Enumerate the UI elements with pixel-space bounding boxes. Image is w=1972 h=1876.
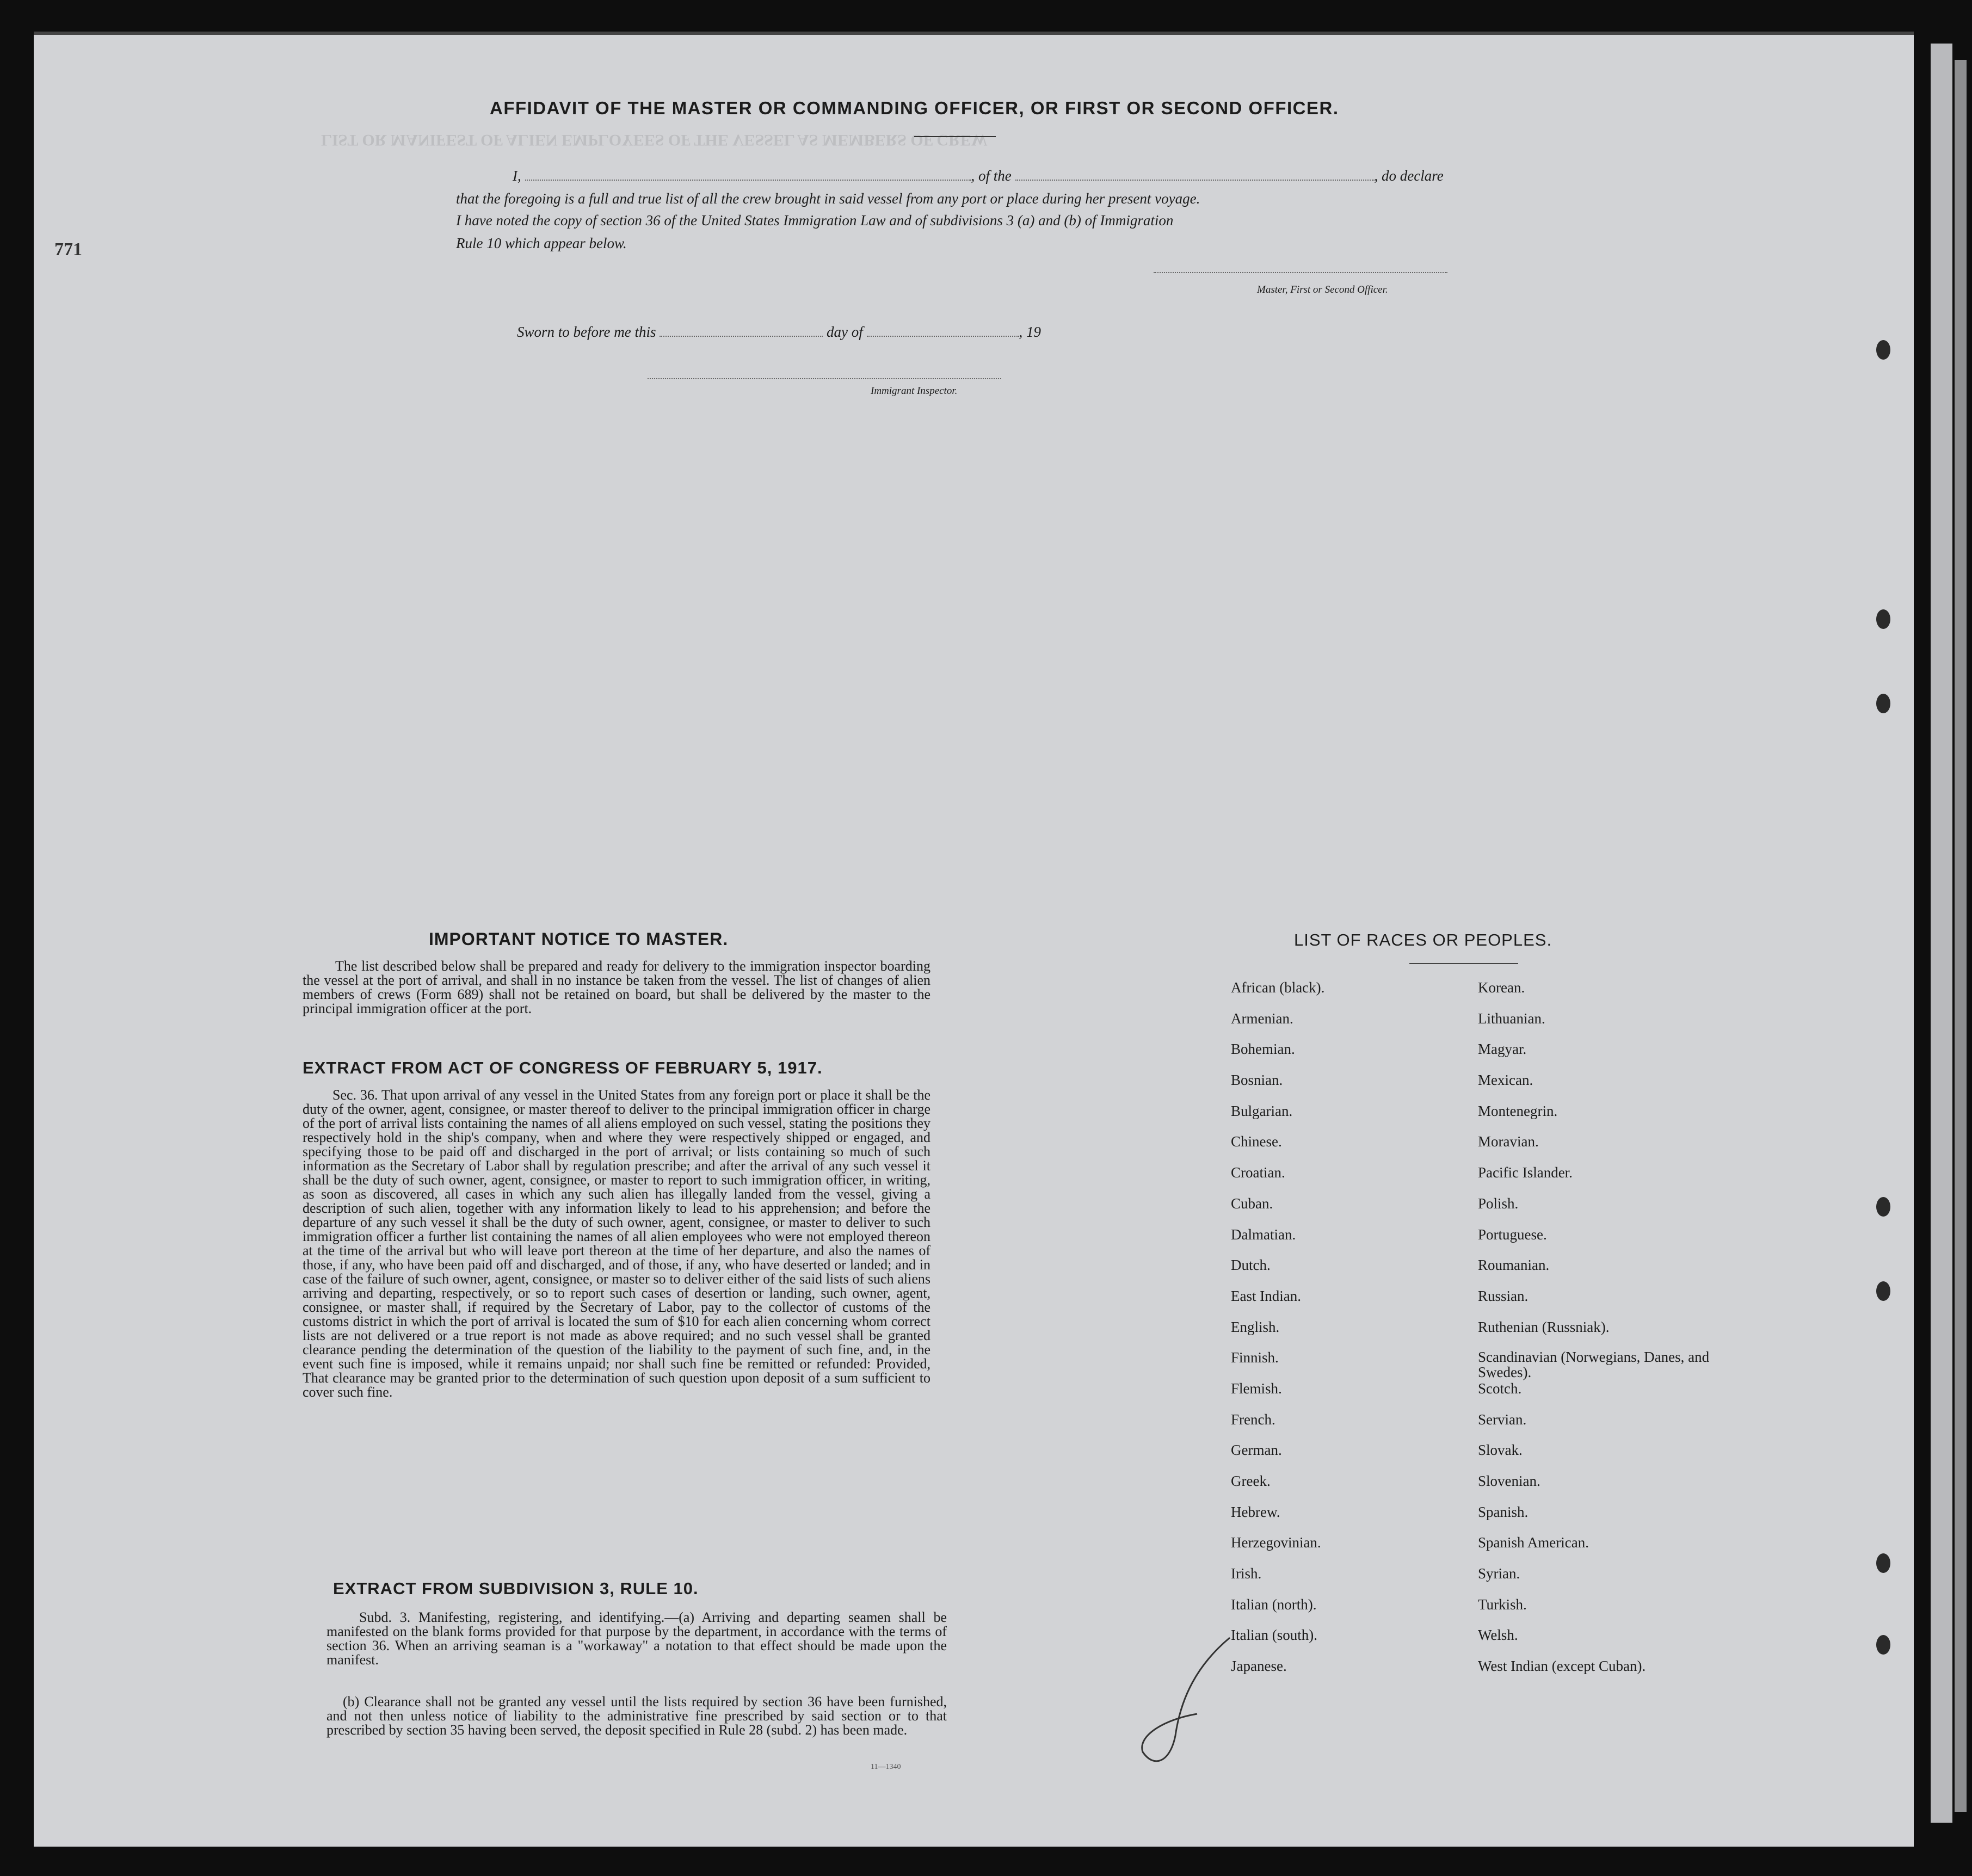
race-item: Slovenian. — [1478, 1473, 1540, 1489]
binding-hole — [1876, 609, 1890, 629]
binding-hole — [1876, 340, 1890, 360]
race-item: Herzegovinian. — [1231, 1534, 1321, 1551]
bleed-through-header: LIST OR MANIFEST OF ALIEN EMPLOYEES OF THE VESSEL AS MEMBERS OF CREW — [321, 131, 988, 149]
race-item: Roumanian. — [1478, 1257, 1550, 1274]
race-item: Syrian. — [1478, 1565, 1520, 1582]
affidavit-do-declare: , do declare — [1374, 168, 1444, 184]
race-item: Servian. — [1478, 1411, 1527, 1428]
affidavit-line-3: I have noted the copy of section 36 of the United States Immigration Law and of subdivisions 3 (a) and (b) of Immigration — [456, 212, 1174, 229]
binding-hole — [1876, 1553, 1890, 1573]
race-item: Ruthenian (Russniak). — [1478, 1318, 1610, 1335]
race-item: Korean. — [1478, 979, 1525, 996]
race-item: Turkish. — [1478, 1596, 1527, 1613]
inspector-caption: Immigrant Inspector. — [871, 385, 958, 397]
affidavit-declaration-line — [513, 168, 1444, 184]
races-title-rule — [1409, 963, 1518, 964]
race-item: Bulgarian. — [1231, 1102, 1293, 1119]
rule-extract-subd-b: (b) Clearance shall not be granted any vessel until the lists required by section 36 have been furnished, and not then unless notice of liability to the administrative fine prescribed by said section or to that prescribed by section 35 having been served, the deposit specified in Rule 28 (subd. 2) has been made. — [326, 1694, 947, 1738]
race-item: Bohemian. — [1231, 1041, 1295, 1058]
sworn-day-blank[interactable] — [660, 336, 823, 337]
notice-title: IMPORTANT NOTICE TO MASTER. — [429, 929, 729, 949]
race-item: Dutch. — [1231, 1257, 1271, 1274]
binding-hole — [1876, 1281, 1890, 1301]
rule-extract-subd-a: Subd. 3. Manifesting, registering, and identifying.—(a) Arriving and departing seamen shall be manifested on the blank forms provided for that purpose by the department, in accordance with the terms of section 36. When an arriving seaman is a "workaway" a notation to that effect should be made upon the manifest. — [326, 1609, 947, 1668]
master-signature-caption: Master, First or Second Officer. — [1257, 284, 1388, 295]
master-signature-line[interactable] — [1154, 272, 1447, 273]
race-item: Italian (north). — [1231, 1596, 1317, 1613]
race-item: Spanish. — [1478, 1503, 1529, 1520]
race-item: Bosnian. — [1231, 1072, 1283, 1089]
races-left-column — [1231, 979, 1324, 1689]
race-item: Armenian. — [1231, 1010, 1293, 1027]
race-item: African (black). — [1231, 979, 1325, 996]
year-prefix: , 19 — [1019, 324, 1041, 340]
race-item: Russian. — [1478, 1287, 1529, 1304]
binding-hole — [1876, 1197, 1890, 1217]
affidavit-line-2: that the foregoing is a full and true list of all the crew brought in said vessel from any port or place during her present voyage. — [456, 190, 1200, 207]
race-item: Hebrew. — [1231, 1503, 1280, 1520]
act-extract-title: EXTRACT FROM ACT OF CONGRESS OF FEBRUARY 5, 1917. — [303, 1058, 823, 1077]
sworn-month-blank[interactable] — [867, 336, 1019, 337]
race-item: Portuguese. — [1478, 1226, 1547, 1243]
affidavit-i: I, — [513, 168, 521, 184]
page-edge — [1931, 44, 1952, 1823]
race-item: Scandinavian (Norwegians, Danes, and Swedes). — [1478, 1349, 1710, 1381]
affidavit-of-the: , of the — [971, 168, 1012, 184]
race-item: Spanish American. — [1478, 1534, 1589, 1551]
rule-extract-title: EXTRACT FROM SUBDIVISION 3, RULE 10. — [333, 1579, 699, 1598]
vessel-blank[interactable] — [1015, 180, 1375, 181]
race-item: Scotch. — [1478, 1380, 1522, 1397]
race-item: English. — [1231, 1318, 1280, 1335]
race-item: Cuban. — [1231, 1195, 1273, 1212]
race-item: Flemish. — [1231, 1380, 1282, 1397]
race-item: Irish. — [1231, 1565, 1262, 1582]
race-item: East Indian. — [1231, 1287, 1301, 1304]
race-item: German. — [1231, 1442, 1282, 1459]
form-code: 11—1340 — [871, 1763, 901, 1771]
page-edge-shadow — [1955, 60, 1967, 1812]
affidavit-title-rule — [914, 136, 996, 137]
race-item: Polish. — [1478, 1195, 1519, 1212]
race-item: Welsh. — [1478, 1627, 1518, 1644]
race-item: Moravian. — [1478, 1133, 1539, 1150]
races-list-title: LIST OF RACES OR PEOPLES. — [1294, 930, 1552, 949]
race-item: Italian (south). — [1231, 1627, 1317, 1644]
race-item: Dalmatian. — [1231, 1226, 1296, 1243]
sworn-text: Sworn to before me this — [517, 324, 656, 340]
race-item: Japanese. — [1231, 1658, 1287, 1675]
day-of-text: day of — [827, 324, 863, 340]
race-item: Mexican. — [1478, 1072, 1533, 1089]
race-item: Lithuanian. — [1478, 1010, 1545, 1027]
binding-hole — [1876, 694, 1890, 713]
inspector-signature-line[interactable] — [648, 378, 1001, 379]
race-item: West Indian (except Cuban). — [1478, 1658, 1646, 1675]
race-item: Pacific Islander. — [1478, 1164, 1573, 1181]
sworn-line — [517, 324, 1041, 341]
affidavit-title: AFFIDAVIT OF THE MASTER OR COMMANDING OFFICER, OR FIRST OR SECOND OFFICER. — [490, 98, 1339, 118]
margin-number: 771 — [54, 239, 82, 260]
binding-hole — [1876, 1635, 1890, 1655]
races-right-column — [1478, 979, 1712, 1689]
race-item: French. — [1231, 1411, 1275, 1428]
race-item: Chinese. — [1231, 1133, 1282, 1150]
race-item: Greek. — [1231, 1473, 1271, 1489]
notice-text: The list described below shall be prepared and ready for delivery to the immigration inspector boarding the vessel at the port of arrival, and shall in no instance be taken from the vessel. The list of changes of alien members of crews (Form 689) shall not be retained on board, but shall be delivered by the master to the principal immigration officer at the port. — [303, 958, 930, 1016]
race-item: Magyar. — [1478, 1041, 1527, 1058]
name-blank[interactable] — [525, 180, 971, 181]
race-item: Croatian. — [1231, 1164, 1285, 1181]
race-item: Finnish. — [1231, 1349, 1279, 1366]
handwritten-mark — [1132, 1632, 1241, 1774]
affidavit-line-4: Rule 10 which appear below. — [456, 235, 627, 251]
race-item: Montenegrin. — [1478, 1102, 1558, 1119]
race-item: Slovak. — [1478, 1442, 1523, 1459]
act-extract-text: Sec. 36. That upon arrival of any vessel in the United States from any foreign port or place it shall be the duty of the owner, agent, consignee, or master thereof to deliver to the principal immigration officer in charge of the port of arrival lists containing the names of all aliens employed on such vessel, stating the positions they respectively hold in the ship's company, when and where they were respectively shipped or engaged, and specifying those to be paid off and discharged in the port of arrival; or lists containing so much of such information as the Secretary of Labor shall by regulation prescribe; and after the arrival of any such vessel it shall be the duty of such owner, agent, consignee, or master to report to such immigration officer, in writing, as soon as discovered, all cases in which any such alien has illegally landed from the vessel, giving a description of such alien, together with any information likely to lead to his apprehension; and before the departure of any such vessel it shall be the duty of such owner, agent, consignee, or master to deliver to such immigration officer a further list containing the names of all alien employees who were not employed thereon at the time of the arrival but who will leave port thereon at the time of her departure, and also the names of those, if any, who have been paid off and discharged, and of those, if any, who have deserted or landed; and in case of the failure of such owner, agent, consignee, or master so to deliver either of the said lists of such aliens arriving and departing, respectively, or so to report such cases of desertion or landing, such owner, agent, consignee, or master shall, if required by the Secretary of Labor, pay to the collector of customs of the customs district in which the port of arrival is located the sum of $10 for each alien concerning whom correct lists are not delivered or a true report is not made as above required; and no such vessel shall be granted clearance pending the determination of the question of the liability to the payment of such fine, and, in the event such fine is imposed, while it remains unpaid; nor shall such fine be remitted or refunded: Provided, That clearance may be granted prior to the determination of such question upon deposit of a sum sufficient to cover such fine. — [303, 1087, 930, 1400]
